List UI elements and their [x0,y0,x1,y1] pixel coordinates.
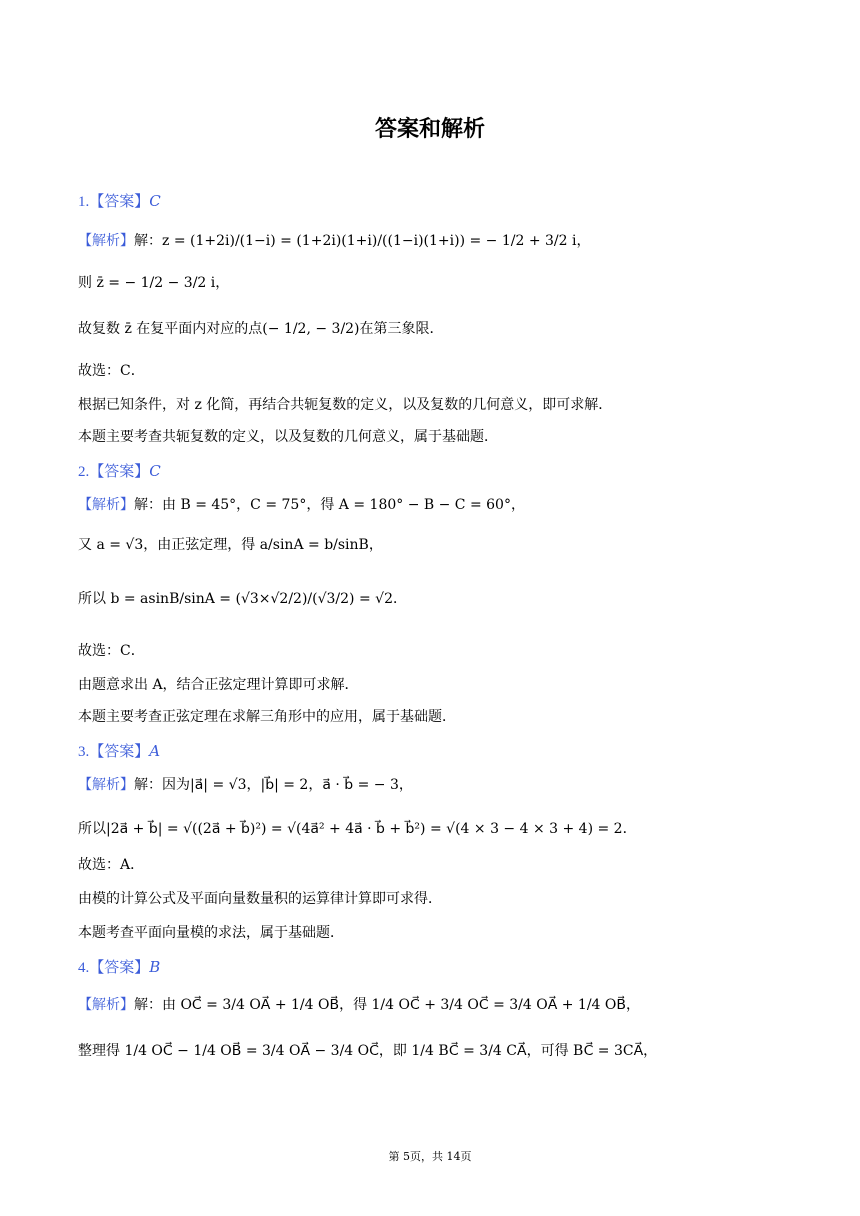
analysis-line: 由题意求出 A，结合正弦定理计算即可求解． [78,677,359,693]
answer-value: C [149,192,161,210]
answer-value: C [149,462,161,480]
question-number: 3. [78,744,90,760]
analysis-line: 【解析】解：由 OC⃗ = 3/4 OA⃗ + 1/4 OB⃗，得 1/4 OC⃗ + 3/4 OC⃗ = 3/4 OA⃗ + 1/4 OB⃗， [78,997,640,1013]
question-number: 2. [78,464,90,480]
answer-value: B [149,958,161,976]
answer-header-2 [78,460,161,483]
page-footer: 第 5页，共 14页 [388,1150,472,1163]
analysis-tag: 【解析】 [78,997,134,1013]
answer-header-4 [78,956,160,979]
analysis-line: 由模的计算公式及平面向量数量积的运算律计算即可求得． [78,891,442,907]
analysis-line: 【解析】解：z = (1+2i)/(1−i) = (1+2i)(1+i)/((1−i)(1+i)) = − 1/2 + 3/2 i， [78,233,591,249]
answer-header-3 [78,740,160,763]
analysis-line: 又 a = √3，由正弦定理，得 a/sinA = b/sinB， [78,537,383,553]
analysis-tag: 【解析】 [78,233,134,249]
analysis-line: 故选：C． [78,363,145,379]
page-title: 答案和解析 [374,117,485,142]
answer-value: A [149,742,161,760]
answer-tag: 【答案】 [89,194,150,210]
analysis-line: 所以|2a⃗ + b⃗| = √((2a⃗ + b⃗)²) = √(4a⃗² + 4a⃗ · b⃗ + b⃗²) = √(4 × 3 − 4 × 3 + 4) = 2． [78,821,637,837]
analysis-line: 本题考查平面向量模的求法，属于基础题． [78,925,344,941]
analysis-tag: 【解析】 [78,777,134,793]
analysis-line: 所以 b = asinB/sinA = (√3×√2/2)/(√3/2) = √2． [78,591,407,607]
analysis-line: 则 z̄ = − 1/2 − 3/2 i， [78,275,230,291]
analysis-line: 故选：C． [78,643,145,659]
answer-tag: 【答案】 [89,960,150,976]
analysis-line: 根据已知条件，对 z 化简，再结合共轭复数的定义，以及复数的几何意义，即可求解． [78,397,613,413]
analysis-line: 【解析】解：因为|a⃗| = √3，|b⃗| = 2，a⃗ · b⃗ = − 3， [78,777,413,793]
answer-header-1 [78,190,161,213]
analysis-tag: 【解析】 [78,497,134,513]
question-number: 4. [78,960,90,976]
question-number: 1. [78,194,90,210]
analysis-line: 故复数 z̄ 在复平面内对应的点(− 1/2, − 3/2)在第三象限． [78,321,444,337]
answer-tag: 【答案】 [89,464,150,480]
analysis-line: 【解析】解：由 B = 45°，C = 75°，得 A = 180° − B − C = 60°， [78,497,525,513]
analysis-line: 本题主要考查共轭复数的定义，以及复数的几何意义，属于基础题． [78,429,498,445]
analysis-line: 本题主要考查正弦定理在求解三角形中的应用，属于基础题． [78,709,456,725]
analysis-line: 整理得 1/4 OC⃗ − 1/4 OB⃗ = 3/4 OA⃗ − 3/4 OC⃗，即 1/4 BC⃗ = 3/4 CA⃗，可得 BC⃗ = 3CA⃗， [78,1043,658,1059]
answer-tag: 【答案】 [89,744,150,760]
analysis-line: 故选：A． [78,857,145,873]
